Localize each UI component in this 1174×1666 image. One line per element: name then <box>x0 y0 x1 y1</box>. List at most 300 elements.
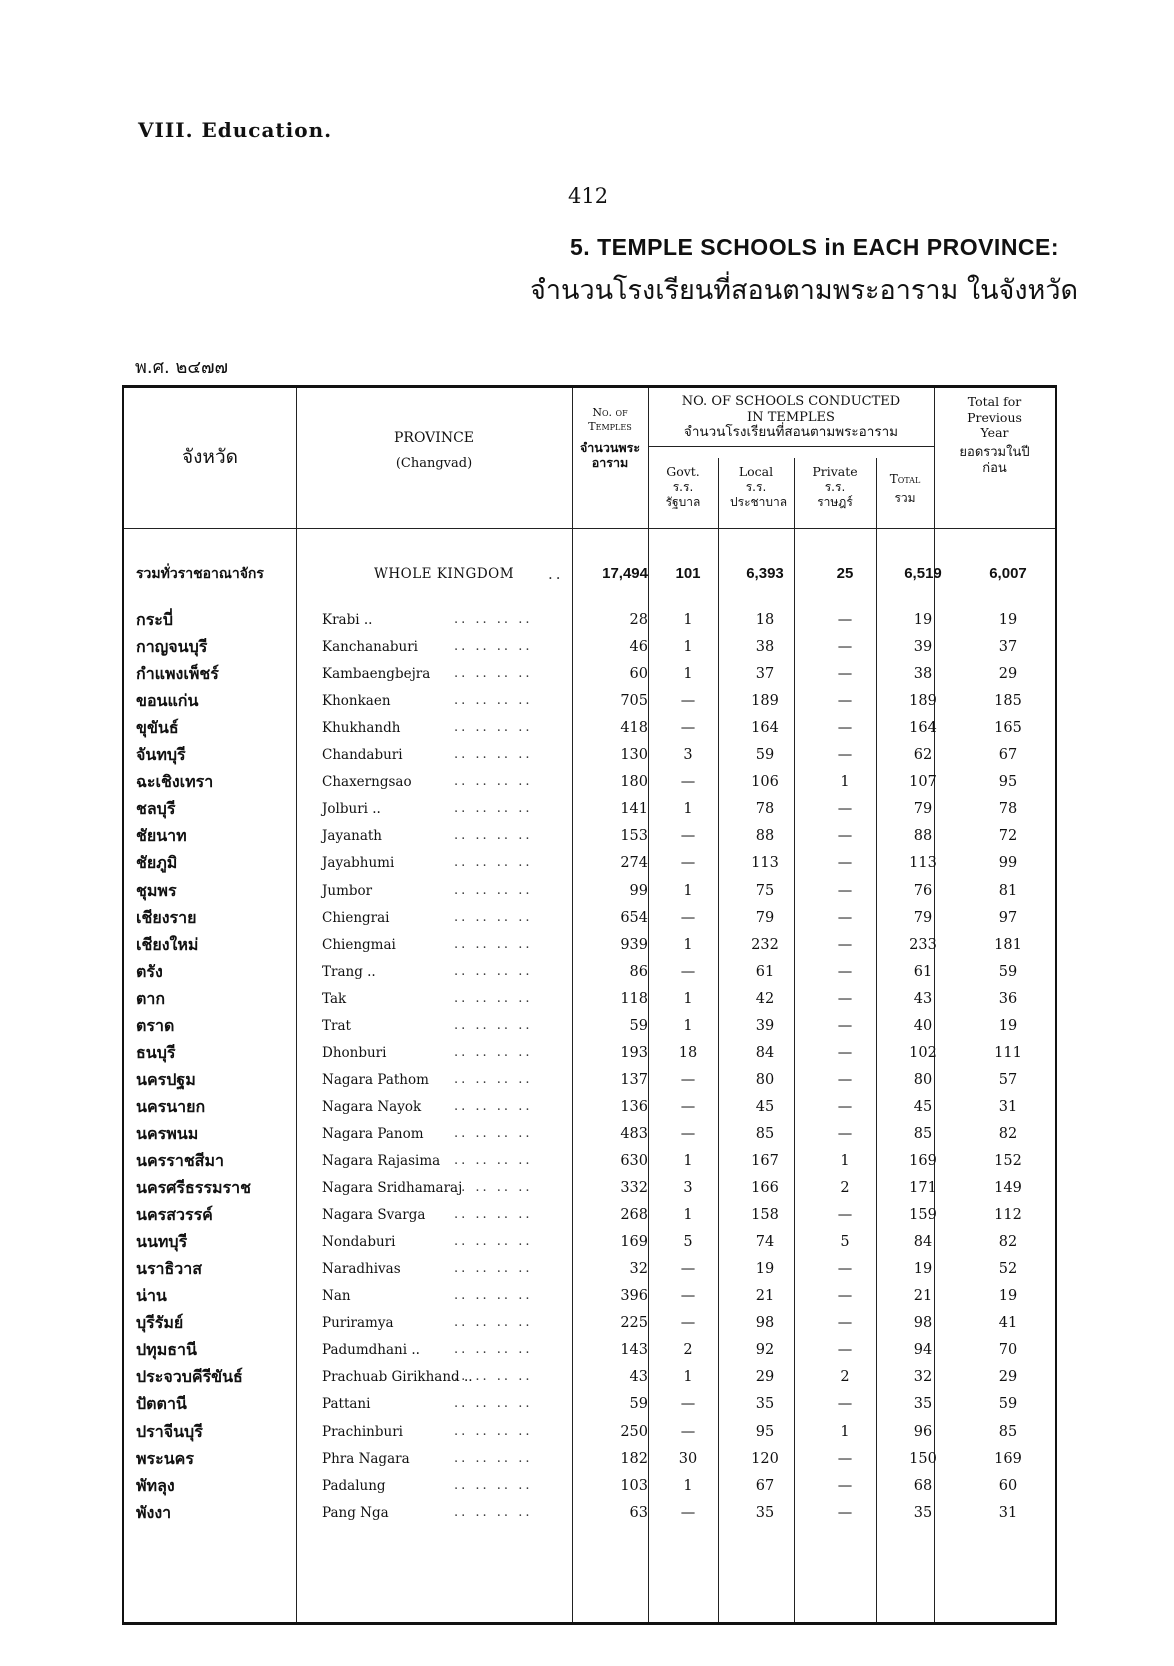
previous-year-total: 67 <box>998 747 1018 764</box>
province-name-english: Khukhandh <box>322 720 401 737</box>
province-name-english: Jayanath <box>322 828 382 845</box>
total-schools: 35 <box>913 1396 933 1413</box>
province-name-english: Nagara Pathom <box>322 1071 429 1088</box>
table-row <box>124 1039 1055 1067</box>
local-schools: 35 <box>755 1504 775 1521</box>
province-name-english: Khonkaen <box>322 693 391 710</box>
local-schools: 232 <box>751 936 779 953</box>
leader-dots: .. .. .. .. <box>454 1261 533 1277</box>
previous-year-total: 169 <box>994 1450 1022 1467</box>
previous-year-total: 152 <box>994 1153 1022 1169</box>
private-schools: — <box>837 1125 853 1142</box>
temples-count: 274 <box>620 855 648 872</box>
province-name-english: Chandaburi <box>322 747 403 764</box>
govt-schools: 2 <box>683 1342 693 1359</box>
header-local-english: Local <box>738 464 774 479</box>
previous-year-total: 72 <box>998 828 1018 845</box>
province-name-english: Phra Nagara <box>322 1450 410 1467</box>
local-schools: 37 <box>755 666 775 683</box>
province-name-english: Jolburi .. <box>322 801 381 818</box>
header-total-thai: รวม <box>894 491 916 505</box>
province-name-thai: ธนบุรี <box>136 1042 176 1062</box>
header-govt-thai: ร.ร. รัฐบาล <box>665 479 701 509</box>
previous-year-total: 82 <box>998 1125 1018 1142</box>
province-name-thai: นราธิวาส <box>136 1259 203 1279</box>
local-schools: 78 <box>755 801 775 818</box>
total-schools: 79 <box>913 909 933 926</box>
private-schools: — <box>837 612 853 628</box>
private-schools: — <box>837 882 853 899</box>
govt-schools: — <box>680 1396 696 1413</box>
previous-year-total: 95 <box>998 774 1018 791</box>
table-row <box>124 714 1055 742</box>
temples-count: 630 <box>620 1153 648 1169</box>
private-schools: 2 <box>840 1369 850 1386</box>
page-number: 412 <box>568 184 609 208</box>
temples-count: 143 <box>620 1342 648 1359</box>
total-schools: 164 <box>909 720 937 737</box>
province-name-thai: กระบี่ <box>136 610 174 629</box>
province-name-thai: ตรัง <box>136 961 163 981</box>
table-row <box>124 1174 1055 1202</box>
private-schools: — <box>837 1207 853 1224</box>
govt-schools: 18 <box>678 1044 698 1061</box>
table-row <box>124 768 1055 796</box>
province-name-thai: ขุขันธ์ <box>136 718 179 738</box>
province-name-thai: นครศรีธรรมราช <box>136 1178 251 1198</box>
govt-schools: — <box>680 774 696 791</box>
header-private <box>794 464 876 510</box>
header-govt-english: Govt. <box>666 464 700 479</box>
govt-schools: 5 <box>683 1234 693 1251</box>
govt-schools: — <box>680 855 696 872</box>
govt-schools: — <box>680 1288 696 1305</box>
statistics-table <box>122 385 1057 1625</box>
local-schools: 84 <box>755 1044 775 1061</box>
local-schools: 67 <box>755 1477 775 1494</box>
temples-count: 130 <box>620 747 648 764</box>
leader-dots: .. .. .. .. <box>454 1288 533 1304</box>
province-name-thai: พังงา <box>136 1502 172 1522</box>
province-name-english: Chaxerngsao <box>322 774 412 791</box>
total-schools: 45 <box>913 1098 933 1115</box>
header-local-thai: ร.ร. ประชาบาล <box>730 479 788 509</box>
table-row <box>124 1201 1055 1229</box>
province-name-english: Trat <box>322 1017 351 1034</box>
temples-count: 63 <box>629 1504 648 1521</box>
govt-schools: — <box>680 1098 696 1115</box>
total-govt: 101 <box>675 565 701 582</box>
temples-count: 136 <box>620 1098 648 1115</box>
local-schools: 98 <box>755 1315 775 1332</box>
temples-count: 99 <box>629 882 648 899</box>
govt-schools: — <box>680 693 696 710</box>
province-name-thai: ประจวบคีรีขันธ์ <box>136 1367 243 1387</box>
local-schools: 88 <box>755 828 775 845</box>
private-schools: — <box>837 801 853 818</box>
province-name-english: Prachinburi <box>322 1423 403 1440</box>
total-local: 6,393 <box>746 565 784 582</box>
govt-schools: — <box>680 1423 696 1440</box>
header-temples <box>572 406 648 471</box>
local-schools: 92 <box>755 1342 775 1359</box>
total-schools: 76 <box>913 882 933 899</box>
header-private-thai: ร.ร. ราษฎร์ <box>817 479 853 509</box>
leader-dots: .. .. .. .. <box>454 1098 533 1114</box>
province-name-thai: นนทบุรี <box>136 1232 188 1252</box>
province-name-english: Nagara Svarga <box>322 1207 426 1224</box>
temples-count: 43 <box>629 1369 648 1386</box>
local-schools: 158 <box>751 1207 779 1224</box>
temples-count: 418 <box>620 720 648 737</box>
total-schools: 38 <box>913 666 933 683</box>
govt-schools: — <box>680 1125 696 1142</box>
private-schools: — <box>837 1396 853 1413</box>
leader-dots: .. .. .. .. <box>454 1207 533 1223</box>
total-schools: 169 <box>909 1153 937 1169</box>
local-schools: 42 <box>755 990 775 1007</box>
govt-schools: 30 <box>678 1450 698 1467</box>
previous-year-total: 52 <box>998 1261 1018 1278</box>
table-title-english: 5. TEMPLE SCHOOLS in EACH PROVINCE: <box>570 234 1060 260</box>
govt-schools: 1 <box>683 882 693 899</box>
header-province <box>296 430 572 472</box>
local-schools: 189 <box>751 693 779 710</box>
province-name-thai: นครสวรรค์ <box>136 1205 213 1225</box>
previous-year-total: 19 <box>998 1288 1018 1305</box>
govt-schools: — <box>680 909 696 926</box>
govt-schools: 1 <box>683 639 693 656</box>
province-name-english: Jayabhumi <box>322 855 395 872</box>
private-schools: — <box>837 1450 853 1467</box>
table-row <box>124 1120 1055 1148</box>
leader-dots: .. .. .. .. <box>454 693 533 709</box>
header-previous-year-english: Total for Previous Year <box>967 394 1022 441</box>
temples-count: 225 <box>620 1315 648 1332</box>
govt-schools: 1 <box>683 1477 693 1494</box>
private-schools: — <box>837 1288 853 1305</box>
province-name-english: Puriramya <box>322 1315 394 1332</box>
leader-dots: .. .. .. .. <box>454 909 533 925</box>
total-leader-dots: .. <box>548 565 564 583</box>
leader-dots: .. .. .. .. <box>454 1369 533 1385</box>
total-schools: 233 <box>909 936 937 953</box>
total-schools: 98 <box>913 1315 933 1332</box>
previous-year-total: 97 <box>998 909 1018 926</box>
leader-dots: .. .. .. .. <box>454 612 533 627</box>
table-row <box>124 795 1055 823</box>
total-schools: 189 <box>909 693 937 710</box>
local-schools: 18 <box>755 612 775 628</box>
local-schools: 120 <box>751 1450 779 1467</box>
province-name-english: Padumdhani .. <box>322 1342 420 1359</box>
previous-year-total: 29 <box>998 1369 1018 1386</box>
total-total: 6,519 <box>904 565 942 582</box>
previous-year-total: 31 <box>998 1098 1018 1115</box>
govt-schools: 1 <box>683 1017 693 1034</box>
local-schools: 29 <box>755 1369 775 1386</box>
temples-count: 705 <box>620 693 648 710</box>
private-schools: — <box>837 639 853 656</box>
header-total <box>876 472 934 506</box>
province-name-english: Nagara Nayok <box>322 1098 422 1115</box>
temples-count: 59 <box>629 1396 648 1413</box>
header-changvad-thai: จังหวัด <box>182 446 238 468</box>
table-row <box>124 849 1055 877</box>
local-schools: 95 <box>755 1423 775 1440</box>
province-name-english: Nan <box>322 1288 351 1305</box>
total-schools: 94 <box>913 1342 933 1359</box>
previous-year-total: 59 <box>998 1396 1018 1413</box>
leader-dots: .. .. .. .. <box>454 1125 533 1141</box>
leader-dots: .. .. .. .. <box>454 1315 533 1331</box>
govt-schools: 1 <box>683 990 693 1007</box>
private-schools: — <box>837 963 853 980</box>
local-schools: 74 <box>755 1234 775 1251</box>
local-schools: 113 <box>751 855 779 872</box>
private-schools: 1 <box>840 1423 850 1440</box>
local-schools: 167 <box>751 1153 779 1169</box>
total-schools: 68 <box>913 1477 933 1494</box>
private-schools: — <box>837 720 853 737</box>
local-schools: 21 <box>755 1288 775 1305</box>
private-schools: — <box>837 990 853 1007</box>
private-schools: 2 <box>840 1180 850 1197</box>
header-province-sub: (Changvad) <box>395 455 473 471</box>
private-schools: — <box>837 1315 853 1332</box>
table-row <box>124 741 1055 769</box>
total-schools: 102 <box>909 1044 937 1061</box>
private-schools: — <box>837 666 853 683</box>
total-name-english: WHOLE KINGDOM <box>374 566 515 582</box>
govt-schools: 1 <box>683 1369 693 1386</box>
previous-year-total: 111 <box>994 1044 1022 1061</box>
total-schools: 32 <box>913 1369 933 1386</box>
leader-dots: .. .. .. .. <box>454 720 533 736</box>
previous-year-total: 185 <box>994 693 1022 710</box>
temples-count: 153 <box>620 828 648 845</box>
table-row <box>124 1472 1055 1500</box>
leader-dots: .. .. .. .. <box>454 936 533 952</box>
temples-count: 250 <box>620 1423 648 1440</box>
total-schools: 113 <box>909 855 937 872</box>
temples-count: 268 <box>620 1207 648 1224</box>
table-row <box>124 1012 1055 1040</box>
province-name-english: Kanchanaburi <box>322 639 418 656</box>
table-row <box>124 1147 1055 1175</box>
total-schools: 43 <box>913 990 933 1007</box>
province-name-thai: ปทุมธานี <box>136 1340 197 1360</box>
previous-year-total: 70 <box>998 1342 1018 1359</box>
header-schools-group-english: NO. OF SCHOOLS CONDUCTED IN TEMPLES <box>681 394 901 426</box>
province-name-english: Trang .. <box>322 963 376 980</box>
province-name-english: Dhonburi <box>322 1044 387 1061</box>
table-row <box>124 1336 1055 1364</box>
leader-dots: .. .. .. .. <box>454 855 533 871</box>
temples-count: 396 <box>620 1288 648 1305</box>
private-schools: — <box>837 1071 853 1088</box>
total-schools: 150 <box>909 1450 937 1467</box>
leader-dots: .. .. .. .. <box>454 1234 533 1250</box>
province-name-english: Pang Nga <box>322 1504 389 1521</box>
total-schools: 96 <box>913 1423 933 1440</box>
private-schools: — <box>837 1044 853 1061</box>
previous-year-total: 181 <box>994 936 1022 953</box>
total-private: 25 <box>836 565 854 582</box>
province-name-thai: ชลบุรี <box>136 799 176 819</box>
province-name-thai: เชียงใหม่ <box>136 934 199 954</box>
province-name-thai: ชัยนาท <box>136 826 187 846</box>
local-schools: 166 <box>751 1180 779 1197</box>
header-govt <box>648 464 718 510</box>
previous-year-total: 19 <box>998 612 1018 628</box>
table-row <box>124 1363 1055 1391</box>
total-schools: 80 <box>913 1071 933 1088</box>
local-schools: 79 <box>755 909 775 926</box>
govt-schools: 1 <box>683 666 693 683</box>
total-schools: 85 <box>913 1125 933 1142</box>
total-schools: 35 <box>913 1504 933 1521</box>
local-schools: 38 <box>755 639 775 656</box>
leader-dots: .. .. .. .. <box>454 1504 533 1520</box>
private-schools: — <box>837 1098 853 1115</box>
previous-year-total: 37 <box>998 639 1018 656</box>
total-schools: 79 <box>913 801 933 818</box>
temples-count: 182 <box>620 1450 648 1467</box>
header-temples-thai: จำนวนพระอาราม <box>579 439 641 471</box>
province-name-thai: จันทบุรี <box>136 745 186 765</box>
header-local <box>718 464 794 510</box>
previous-year-total: 57 <box>998 1071 1018 1088</box>
province-name-english: Naradhivas <box>322 1261 401 1278</box>
local-schools: 61 <box>755 963 775 980</box>
previous-year-total: 82 <box>998 1234 1018 1251</box>
temples-count: 86 <box>629 963 648 980</box>
table-row <box>124 877 1055 905</box>
table-row <box>124 931 1055 959</box>
total-schools: 171 <box>909 1180 937 1197</box>
province-name-thai: กำแพงเพ็ชร์ <box>136 664 219 684</box>
header-previous-year <box>934 394 1055 477</box>
table-row <box>124 1418 1055 1446</box>
govt-schools: — <box>680 828 696 845</box>
temples-count: 60 <box>629 666 648 683</box>
local-schools: 39 <box>755 1017 775 1034</box>
header-total-english: Total <box>889 472 921 486</box>
total-schools: 84 <box>913 1234 933 1251</box>
temples-count: 59 <box>629 1017 648 1034</box>
temples-count: 118 <box>620 990 648 1007</box>
govt-schools: 1 <box>683 1153 693 1169</box>
province-name-thai: ชัยภูมิ <box>136 853 178 873</box>
total-schools: 39 <box>913 639 933 656</box>
previous-year-total: 165 <box>994 720 1022 737</box>
previous-year-total: 78 <box>998 801 1018 818</box>
previous-year-total: 29 <box>998 666 1018 683</box>
temples-count: 137 <box>620 1071 648 1088</box>
temples-count: 332 <box>620 1180 648 1197</box>
govt-schools: — <box>680 1315 696 1332</box>
temples-count: 193 <box>620 1044 648 1061</box>
header-province-label: PROVINCE <box>393 430 474 446</box>
previous-year-total: 36 <box>998 990 1018 1007</box>
govt-schools: 3 <box>683 1180 693 1197</box>
local-schools: 85 <box>755 1125 775 1142</box>
temples-count: 28 <box>629 612 648 628</box>
province-name-english: Tak <box>322 990 347 1007</box>
leader-dots: .. .. .. .. <box>454 1153 533 1168</box>
previous-year-total: 31 <box>998 1504 1018 1521</box>
total-schools: 21 <box>913 1288 933 1305</box>
table-row <box>124 633 1055 661</box>
province-name-thai: กาญจนบุรี <box>136 637 208 657</box>
temples-count: 180 <box>620 774 648 791</box>
total-schools: 40 <box>913 1017 933 1034</box>
header-private-english: Private <box>812 464 858 479</box>
temples-count: 169 <box>620 1234 648 1251</box>
local-schools: 80 <box>755 1071 775 1088</box>
province-name-english: Chiengmai <box>322 936 396 953</box>
header-temples-english: No. of Temples <box>588 406 632 433</box>
header-schools-group-thai: จำนวนโรงเรียนที่สอนตามพระอาราม <box>683 424 899 440</box>
table-row <box>124 1390 1055 1418</box>
temples-count: 141 <box>620 801 648 818</box>
private-schools: 1 <box>840 774 850 791</box>
private-schools: — <box>837 693 853 710</box>
private-schools: — <box>837 1477 853 1494</box>
leader-dots: .. .. .. .. <box>454 747 533 763</box>
temples-count: 32 <box>629 1261 648 1278</box>
province-name-english: Nagara Sridhamaraj <box>322 1180 463 1197</box>
province-name-english: Padalung <box>322 1477 386 1494</box>
province-name-thai: น่าน <box>136 1286 167 1306</box>
province-name-thai: ฉะเชิงเทรา <box>136 772 214 792</box>
table-row-total <box>124 560 1055 588</box>
previous-year-total: 19 <box>998 1017 1018 1034</box>
province-name-thai: นครพนม <box>136 1123 199 1143</box>
leader-dots: .. .. .. .. <box>454 1477 533 1493</box>
private-schools: — <box>837 936 853 953</box>
govt-schools: — <box>680 1261 696 1278</box>
province-name-thai: ปราจีนบุรี <box>136 1421 203 1441</box>
province-name-english: Pattani <box>322 1396 371 1413</box>
province-name-thai: นครนายก <box>136 1096 206 1116</box>
leader-dots: .. .. .. .. <box>454 639 533 655</box>
table-row <box>124 687 1055 715</box>
province-name-english: Prachuab Girikhand .. <box>322 1369 473 1386</box>
total-schools: 61 <box>913 963 933 980</box>
local-schools: 59 <box>755 747 775 764</box>
leader-dots: .. .. .. .. <box>454 1180 533 1196</box>
table-row <box>124 1255 1055 1283</box>
table-row <box>124 606 1055 634</box>
govt-schools: 3 <box>683 747 693 764</box>
table-row <box>124 1228 1055 1256</box>
temples-count: 483 <box>620 1125 648 1142</box>
leader-dots: .. .. .. .. <box>454 666 533 682</box>
govt-schools: — <box>680 1504 696 1521</box>
govt-schools: — <box>680 963 696 980</box>
previous-year-total: 99 <box>998 855 1018 872</box>
private-schools: — <box>837 909 853 926</box>
total-schools: 62 <box>913 747 933 764</box>
govt-schools: 1 <box>683 612 693 628</box>
province-name-thai: ขอนแก่น <box>136 691 199 711</box>
leader-dots: .. .. .. .. <box>454 990 533 1006</box>
local-schools: 45 <box>755 1098 775 1115</box>
leader-dots: .. .. .. .. <box>454 1423 533 1439</box>
total-previous: 6,007 <box>989 565 1027 582</box>
